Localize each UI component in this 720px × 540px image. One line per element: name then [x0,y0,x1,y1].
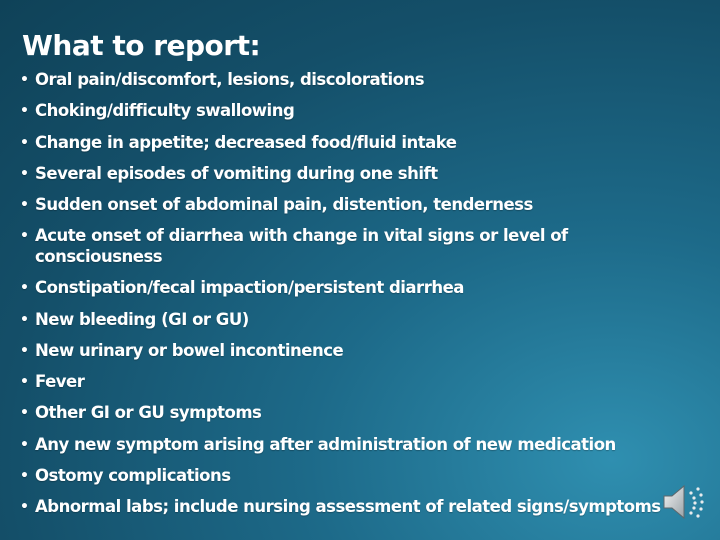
bullet-item: • Oral pain/discomfort, lesions, discolorations [18,70,678,91]
bullet-item: • Change in appetite; decreased food/fluid intake [18,133,678,154]
bullet-item: • Several episodes of vomiting during one shift [18,164,678,185]
bullet-list [18,70,678,529]
bullet-item: • Fever [18,372,678,393]
bullet-item: • Any new symptom arising after administration of new medication [18,435,678,456]
bullet-item: • Ostomy complications [18,466,678,487]
bullet-item: • Constipation/fecal impaction/persistent diarrhea [18,278,678,299]
speaker-icon[interactable] [660,478,708,526]
bullet-item: • New bleeding (GI or GU) [18,310,678,331]
slide-title: What to report: [22,29,261,62]
bullet-item: • Abnormal labs; include nursing assessment of related signs/symptoms [18,497,678,518]
bullet-item: • Sudden onset of abdominal pain, distention, tenderness [18,195,678,216]
bullet-item: • Acute onset of diarrhea with change in vital signs or level of consciousness [18,226,678,267]
bullet-item: • Other GI or GU symptoms [18,403,678,424]
bullet-item: • New urinary or bowel incontinence [18,341,678,362]
bullet-item: • Choking/difficulty swallowing [18,101,678,122]
